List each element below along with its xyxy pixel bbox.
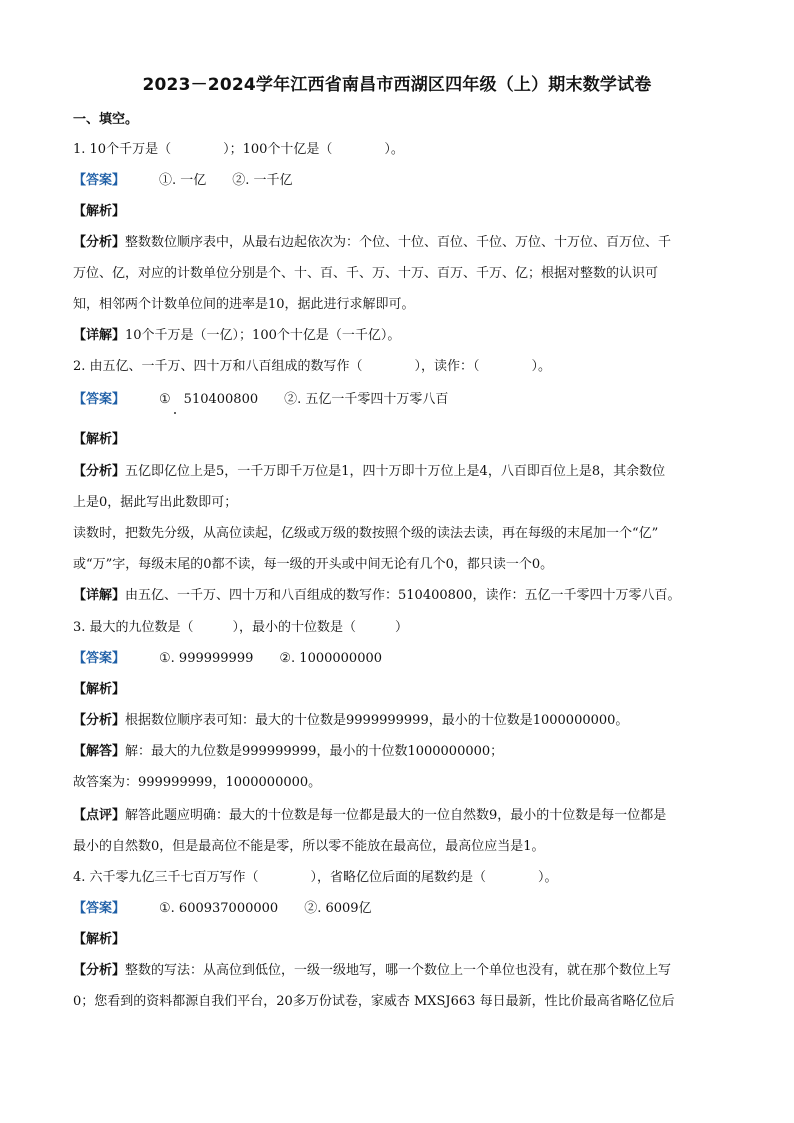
q4-analysis-label	[73, 930, 125, 950]
q3-comment-line-1	[73, 806, 666, 826]
question-1: 1. 10个千万是（ ）；100个十亿是（ ）。	[73, 142, 404, 157]
q3-analysis-text: 根据数位顺序表可知：最大的十位数是9999999999，最小的十位数是1000000000。	[125, 713, 629, 728]
question-3: 3. 最大的九位数是（ ），最小的十位数是（ ）	[73, 620, 409, 635]
detail-label: 【详解】	[73, 328, 126, 343]
question-4: 4. 六千零九亿三千七百万写作（ ），省略亿位后面的尾数约是（ ）。	[73, 870, 558, 885]
solve-label: 【解答】	[73, 744, 126, 759]
q2-detail	[73, 586, 680, 606]
q3-solve-text: 解：最大的九位数是999999999，最小的十位数1000000000；	[125, 744, 504, 759]
q3-answer-2: ②. 1000000000	[279, 651, 383, 666]
q3-analysis-label	[73, 680, 125, 700]
q2-analysis-label	[73, 430, 125, 450]
q4-analysis-line-2: 0；您看到的资料都源自我们平台，20多万份试卷，家威杏 MXSJ663 每日最新，性比价最高省略亿位后	[73, 994, 675, 1009]
q2-analysis-line-1	[73, 462, 665, 482]
q2-answer-2: ②. 五亿一千零四十万零八百	[284, 392, 449, 407]
fenxi-label: 【分析】	[73, 464, 126, 479]
answer-label: 【答案】	[73, 392, 126, 407]
q2-analysis-text: 五亿即亿位上是5，一千万即千万位是1，四十万即十万位上是4，八百即百位上是8，其余数位	[125, 464, 666, 479]
fenxi-label: 【分析】	[73, 963, 126, 978]
fenxi-label: 【分析】	[73, 235, 126, 250]
exam-title: 2023－2024学年江西省南昌市西湖区四年级（上）期末数学试卷	[142, 75, 652, 95]
answer-label: 【答案】	[73, 901, 126, 916]
q4-answer-2: ②. 6009亿	[304, 901, 372, 916]
q3-solve	[73, 742, 503, 762]
section-heading: 一、填空。	[73, 112, 139, 127]
q3-comment-text: 解答此题应明确：最大的十位数是每一位都是最大的一位自然数9，最小的十位数是每一位都是	[125, 808, 667, 823]
q2-analysis-line-2: 上是0，据此写出此数即可；	[73, 495, 238, 510]
q1-detail-text: 10个千万是（一亿）；100个十亿是（一千亿）。	[125, 328, 401, 343]
q4-analysis-text: 整数的写法：从高位到低位，一级一级地写，哪一个数位上一个单位也没有，就在那个数位上写	[125, 963, 672, 978]
q1-analysis-line-1	[73, 233, 671, 253]
comment-label: 【点评】	[73, 808, 126, 823]
analysis-label: 【解析】	[73, 682, 126, 697]
q3-answer-1: ①. 999999999	[159, 651, 254, 666]
q3-comment-line-2: 最小的自然数0，但是最高位不能是零，所以零不能放在最高位，最高位应当是1。	[73, 839, 545, 854]
q2-analysis-line-3: 读数时，把数先分级，从高位读起，亿级或万级的数按照个级的读法去读，再在每级的末尾加一个“亿”	[73, 526, 659, 541]
analysis-label: 【解析】	[73, 432, 126, 447]
q1-analysis-line-2: 万位、亿，对应的计数单位分别是个、十、百、千、万、十万、百万、千万、亿；根据对整数的认识可	[73, 266, 659, 281]
q1-answer-1: ①. 一亿	[159, 173, 207, 188]
q4-answer-1: ①. 600937000000	[159, 901, 279, 916]
answer-label: 【答案】	[73, 173, 126, 188]
q3-answer-row	[73, 649, 382, 669]
q2-analysis-line-4: 或“万”字，每级末尾的0都不读，每一级的开头或中间无论有几个0，都只读一个0。	[73, 557, 554, 572]
q4-answer-row	[73, 899, 372, 919]
q2-answer-row	[73, 390, 448, 410]
q1-analysis-line-3: 知，相邻两个计数单位间的进率是10，据此进行求解即可。	[73, 297, 415, 312]
q4-analysis-line-1	[73, 961, 671, 981]
detail-label: 【详解】	[73, 588, 126, 603]
q1-detail	[73, 326, 400, 346]
q3-analysis	[73, 711, 628, 731]
q1-analysis-label	[73, 202, 125, 222]
analysis-label: 【解析】	[73, 932, 126, 947]
q1-analysis-text: 整数数位顺序表中，从最右边起依次为：个位、十位、百位、千位、万位、十万位、百万位、千	[125, 235, 672, 250]
question-2: 2. 由五亿、一千万、四十万和八百组成的数写作（ ），读作：（ ）。	[73, 359, 552, 374]
stray-dot	[174, 412, 176, 414]
analysis-label: 【解析】	[73, 204, 126, 219]
q1-answer-row	[73, 171, 293, 191]
q3-therefore: 故答案为：999999999，1000000000。	[73, 775, 322, 790]
q1-answer-2: ②. 一千亿	[232, 173, 293, 188]
fenxi-label: 【分析】	[73, 713, 126, 728]
answer-label: 【答案】	[73, 651, 126, 666]
q2-detail-text: 由五亿、一千万、四十万和八百组成的数写作：510400800，读作：五亿一千零四十万零八百。	[125, 588, 681, 603]
q2-answer-1: ① 510400800	[159, 392, 259, 407]
